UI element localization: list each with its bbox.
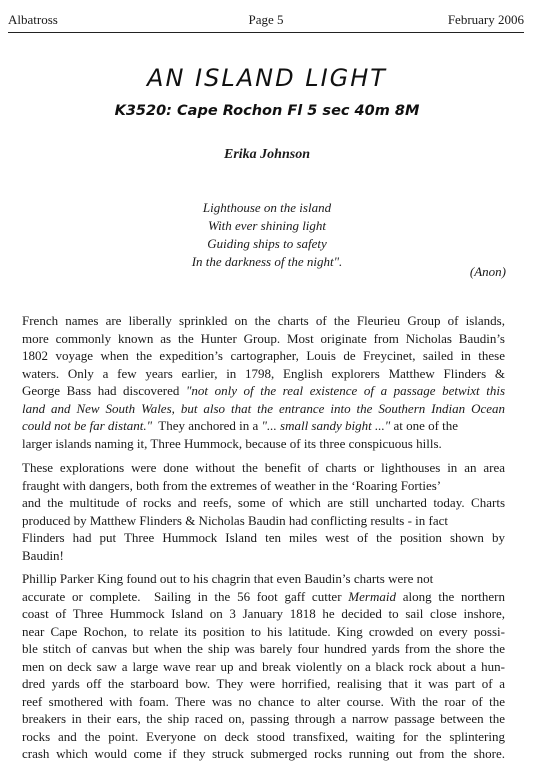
text-line: waters. Only a few years earlier, in 1798, English explorers Matthew Flinders & xyxy=(22,365,505,381)
ship-name: Mermaid xyxy=(348,588,396,604)
text-line xyxy=(22,588,505,606)
text-line xyxy=(22,417,505,435)
text-line xyxy=(22,382,505,400)
text-line: larger islands naming it, Three Hummock, because of its three conspicuous hills. xyxy=(22,435,442,451)
text-line: fraught with dangers, both from the extremes of weather in the ‘Roaring Forties’ xyxy=(22,477,442,493)
text-line: Flinders had put Three Hummock Island ten miles west of the position shown by xyxy=(22,530,505,545)
text-line: men on deck saw a large wave rear up and break violently on a black rock about a hun- xyxy=(22,658,505,674)
text-line: coast of Three Hummock Island on 3 January 1818 he decided to sail close inshore, xyxy=(22,606,505,621)
quoted-text: could not be far distant." xyxy=(22,418,153,433)
poem-attribution: (Anon) xyxy=(469,264,506,279)
paragraph-1 xyxy=(22,312,505,452)
text-span: George Bass had discovered xyxy=(22,383,180,398)
publication-name: Albatross xyxy=(8,12,58,27)
poem-line: Guiding ships to safety xyxy=(207,236,327,251)
article-title: AN ISLAND LIGHT xyxy=(147,64,387,92)
text-span: accurate or complete. Sailing in the 56 foot gaff cutter xyxy=(22,588,349,604)
text-line: Baudin! xyxy=(22,547,64,563)
poem-line: With ever shining light xyxy=(207,218,327,233)
paragraph-2 xyxy=(22,459,505,564)
text-line: breakers in their ears, the ship raced on, passing through a narrow passage between the xyxy=(22,711,505,726)
text-span: at one of the xyxy=(390,418,459,433)
quoted-text: land and New South Wales, but also that the entrance into the Southern Indian Ocean xyxy=(22,400,505,416)
article-subtitle: K3520: Cape Rochon Fl 5 sec 40m 8M xyxy=(114,103,420,119)
issue-date: February 2006 xyxy=(447,12,524,27)
article-author: Erika Johnson xyxy=(224,147,310,162)
text-line: Phillip Parker King found out to his chagrin that even Baudin’s charts were not xyxy=(22,571,434,586)
quoted-text: "not only of the real existence of a passage betwixt this xyxy=(185,383,506,398)
paragraph-3 xyxy=(22,570,505,763)
text-line: 1802 voyage when the expedition’s cartographer, Louis de Freycinet, sailed in these xyxy=(22,348,505,363)
text-line: more commonly known as the Hunter Group. Most originate from Nicholas Baudin’s xyxy=(22,330,505,346)
text-line: reef smothered with foam. There was no chance to alter course. With the roar of the xyxy=(22,693,505,709)
text-line: and the multitude of rocks and reefs, some of which are still uncharted today. Charts xyxy=(22,495,505,510)
text-line: ble stitch of canvas but when the ship was barely four hundred yards from the shore the xyxy=(22,641,505,656)
text-line: French names are liberally sprinkled on the charts of the Fleurieu Group of islands, xyxy=(22,313,505,328)
page-number: Page 5 xyxy=(248,12,284,27)
text-line: crash which would come if they struck submerged rocks running out from the shore. xyxy=(22,746,505,761)
text-line: produced by Matthew Flinders & Nicholas Baudin had conflicting results - in fact xyxy=(22,512,449,528)
text-line xyxy=(22,400,505,418)
page-header xyxy=(8,12,524,33)
text-span: along the northern xyxy=(395,588,505,604)
text-line: dred yards off the starboard bow. They were horrified, realising that it was part of a xyxy=(22,676,505,691)
text-line: near Cape Rochon, to relate its position to his latitude. King crowded on every possi- xyxy=(22,623,505,639)
text-span: They anchored in a xyxy=(152,418,262,433)
text-line: These explorations were done without the benefit of charts or lighthouses in an area xyxy=(22,460,505,475)
poem-line: In the darkness of the night". xyxy=(191,254,343,269)
poem xyxy=(0,199,534,271)
quoted-text: "... small sandy bight ..." xyxy=(261,418,391,433)
poem-line: Lighthouse on the island xyxy=(202,200,332,215)
text-line: rocks and the point. Everyone on deck stood transfixed, waiting for the splintering xyxy=(22,728,505,744)
